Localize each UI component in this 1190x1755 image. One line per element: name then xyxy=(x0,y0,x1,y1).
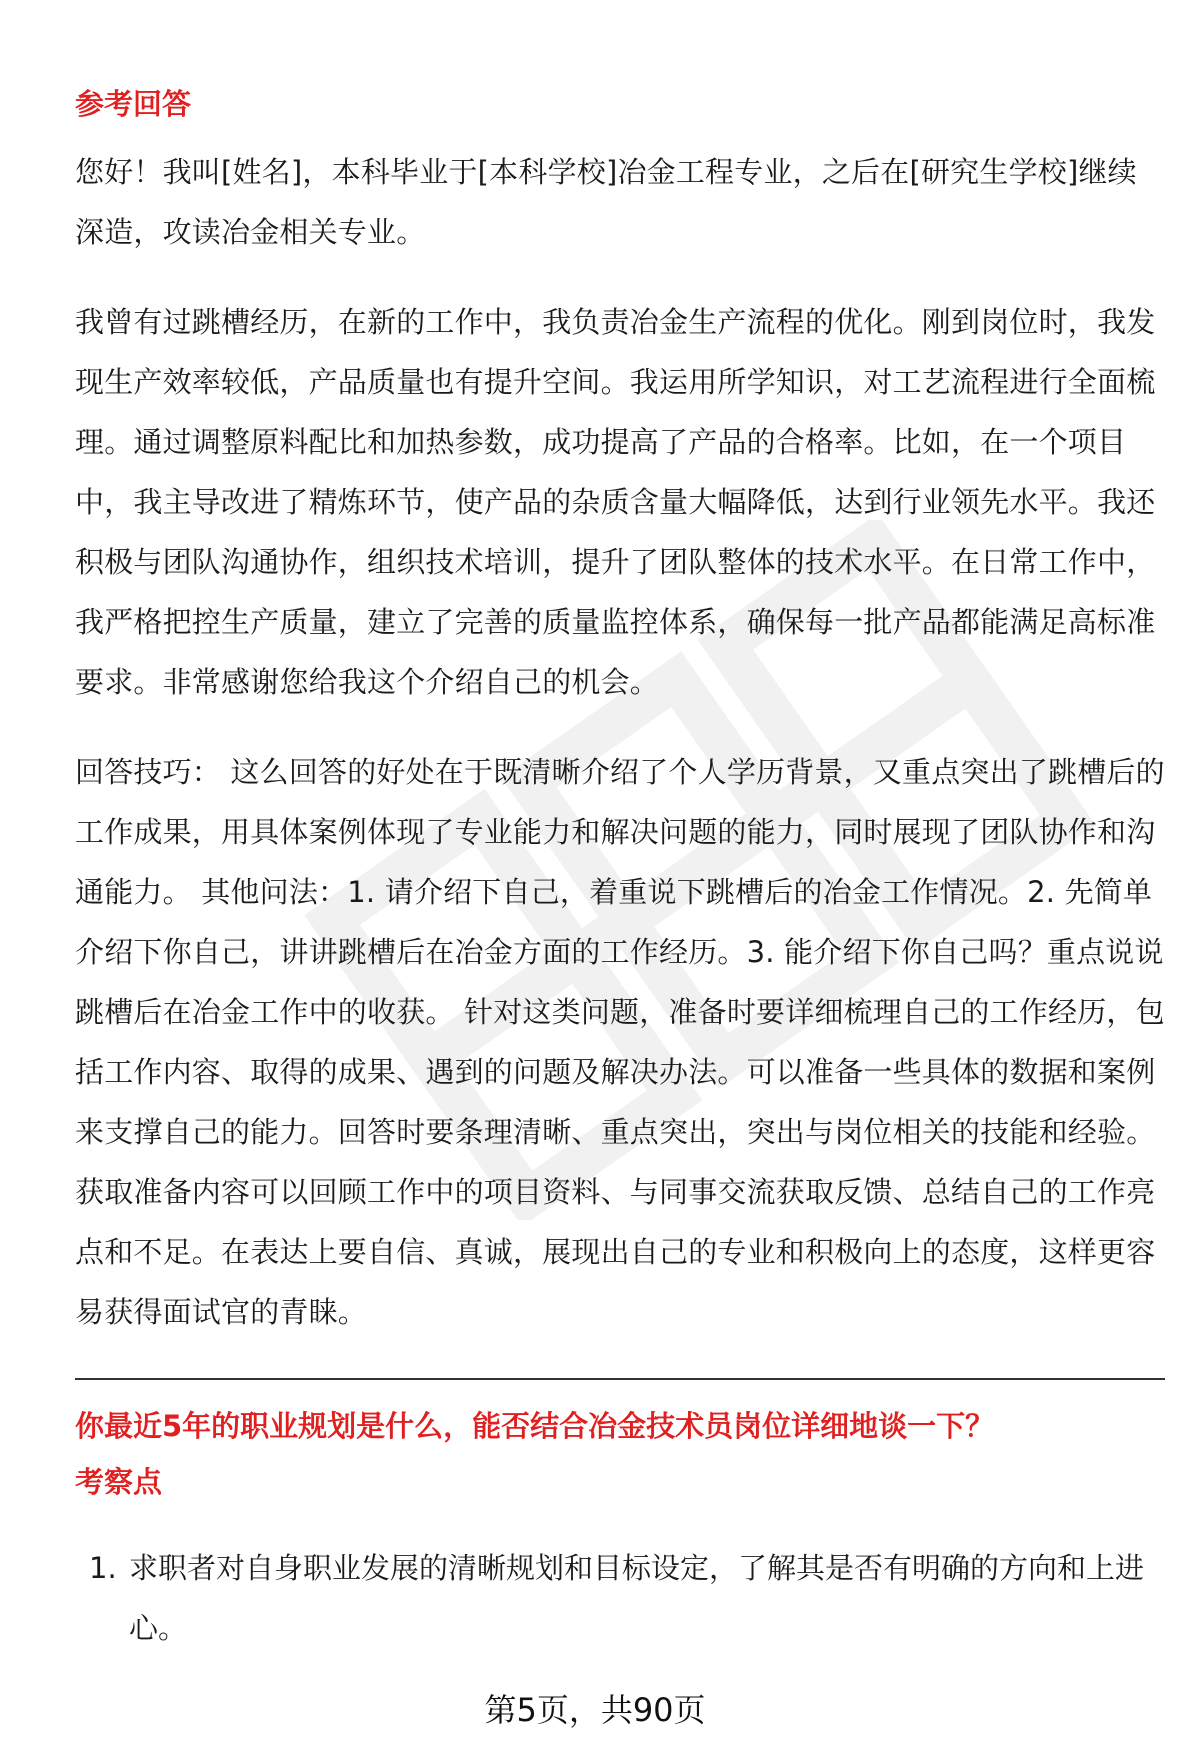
reference-answer-heading: 参考回答 xyxy=(75,87,192,121)
section-divider xyxy=(75,1378,1165,1380)
list-item xyxy=(75,1538,1165,1658)
answer-tips-paragraph: 回答技巧： 这么回答的好处在于既清晰介绍了个人学历背景，又重点突出了跳槽后的工作成果，用具体案例体现了专业能力和解决问题的能力，同时展现了团队协作和沟通能力。 其他问法：1. 请介绍下自己，着重说下跳槽后的冶金工作情况。2. 先简单介绍下你自己，讲讲跳槽后在冶金方面的工作经历。3. 能介绍下你自己吗？重点说说跳槽后在冶金工作中的收获。 针对这类问题，准备时要详细梳理自己的工作经历，包括工作内容、取得的成果、遇到的问题及解决办法。可以准备一些具体的数据和案例来支撑自己的能力。回答时要条理清晰、重点突出，突出与岗位相关的技能和经验。获取准备内容可以回顾工作中的项目资料、与同事交流获取反馈、总结自己的工作亮点和不足。在表达上要自信、真诚，展现出自己的专业和积极向上的态度，这样更容易获得面试官的青睐。 xyxy=(75,755,1165,1329)
question-title: 你最近5年的职业规划是什么，能否结合冶金技术员岗位详细地谈一下？ xyxy=(75,1409,995,1443)
page-content xyxy=(75,84,1165,1658)
assessment-points-heading: 考察点 xyxy=(75,1465,163,1499)
list-item-text: 求职者对自身职业发展的清晰规划和目标设定，了解其是否有明确的方向和上进心。 xyxy=(129,1551,1145,1645)
list-item-number: 1. xyxy=(89,1551,117,1585)
page-number-footer: 第5页，共90页 xyxy=(484,1691,706,1729)
assessment-points-list xyxy=(75,1538,1165,1658)
experience-paragraph: 我曾有过跳槽经历，在新的工作中，我负责冶金生产流程的优化。刚到岗位时，我发现生产效率较低，产品质量也有提升空间。我运用所学知识，对工艺流程进行全面梳理。通过调整原料配比和加热参数，成功提高了产品的合格率。比如，在一个项目中，我主导改进了精炼环节，使产品的杂质含量大幅降低，达到行业领先水平。我还积极与团队沟通协作，组织技术培训，提升了团队整体的技术水平。在日常工作中，我严格把控生产质量，建立了完善的质量监控体系，确保每一批产品都能满足高标准要求。非常感谢您给我这个介绍自己的机会。 xyxy=(75,305,1156,699)
intro-paragraph: 您好！我叫[姓名]，本科毕业于[本科学校]冶金工程专业，之后在[研究生学校]继续深造，攻读冶金相关专业。 xyxy=(75,155,1137,249)
